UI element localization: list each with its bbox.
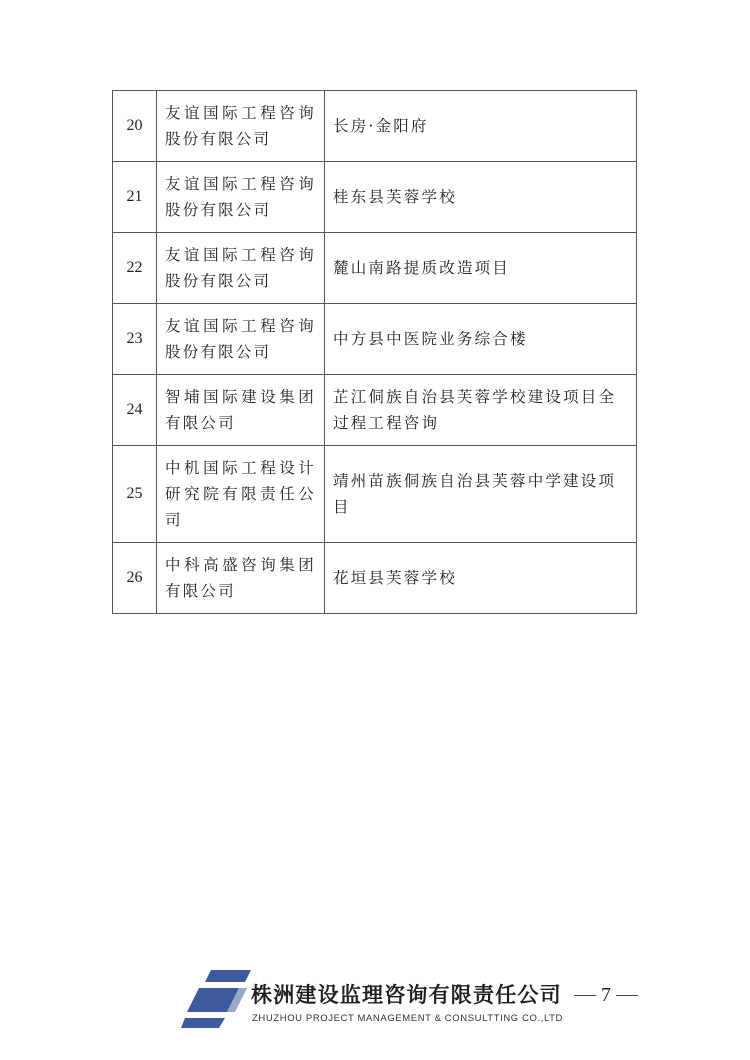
project-name: 桂东县芙蓉学校 xyxy=(325,162,637,233)
project-table xyxy=(112,90,637,614)
company-name: 中科高盛咨询集团有限公司 xyxy=(157,543,325,614)
company-name: 中机国际工程设计研究院有限责任公司 xyxy=(157,446,325,543)
page-number-value: 7 xyxy=(601,984,611,1006)
page-number-dash-left xyxy=(574,995,596,996)
company-name: 友谊国际工程咨询股份有限公司 xyxy=(157,233,325,304)
project-name: 芷江侗族自治县芙蓉学校建设项目全过程工程咨询 xyxy=(325,375,637,446)
table-row xyxy=(113,162,637,233)
table-row xyxy=(113,375,637,446)
table-row xyxy=(113,304,637,375)
table-row xyxy=(113,446,637,543)
row-number: 24 xyxy=(113,375,157,446)
row-number: 21 xyxy=(113,162,157,233)
project-name: 麓山南路提质改造项目 xyxy=(325,233,637,304)
company-name: 友谊国际工程咨询股份有限公司 xyxy=(157,304,325,375)
row-number: 22 xyxy=(113,233,157,304)
project-name: 靖州苗族侗族自治县芙蓉中学建设项目 xyxy=(325,446,637,543)
table-row xyxy=(113,91,637,162)
row-number: 23 xyxy=(113,304,157,375)
project-name: 花垣县芙蓉学校 xyxy=(325,543,637,614)
table-row xyxy=(113,233,637,304)
company-name: 友谊国际工程咨询股份有限公司 xyxy=(157,162,325,233)
page-number xyxy=(574,983,638,1007)
company-name-english: ZHUZHOU PROJECT MANAGEMENT & CONSULTTING CO.,LTD xyxy=(252,1013,564,1024)
table-row xyxy=(113,543,637,614)
page-footer xyxy=(0,965,750,1035)
project-name: 中方县中医院业务综合楼 xyxy=(325,304,637,375)
logo-lower-stroke xyxy=(181,1018,225,1028)
row-number: 20 xyxy=(113,91,157,162)
company-name: 友谊国际工程咨询股份有限公司 xyxy=(157,91,325,162)
company-name-chinese: 株洲建设监理咨询有限责任公司 xyxy=(251,983,562,1007)
logo-upper-stroke xyxy=(205,970,251,982)
project-name: 长房·金阳府 xyxy=(325,91,637,162)
page-number-dash-right xyxy=(616,995,638,996)
row-number: 26 xyxy=(113,543,157,614)
company-name: 智埔国际建设集团有限公司 xyxy=(157,375,325,446)
row-number: 25 xyxy=(113,446,157,543)
company-logo-icon xyxy=(181,968,253,1030)
